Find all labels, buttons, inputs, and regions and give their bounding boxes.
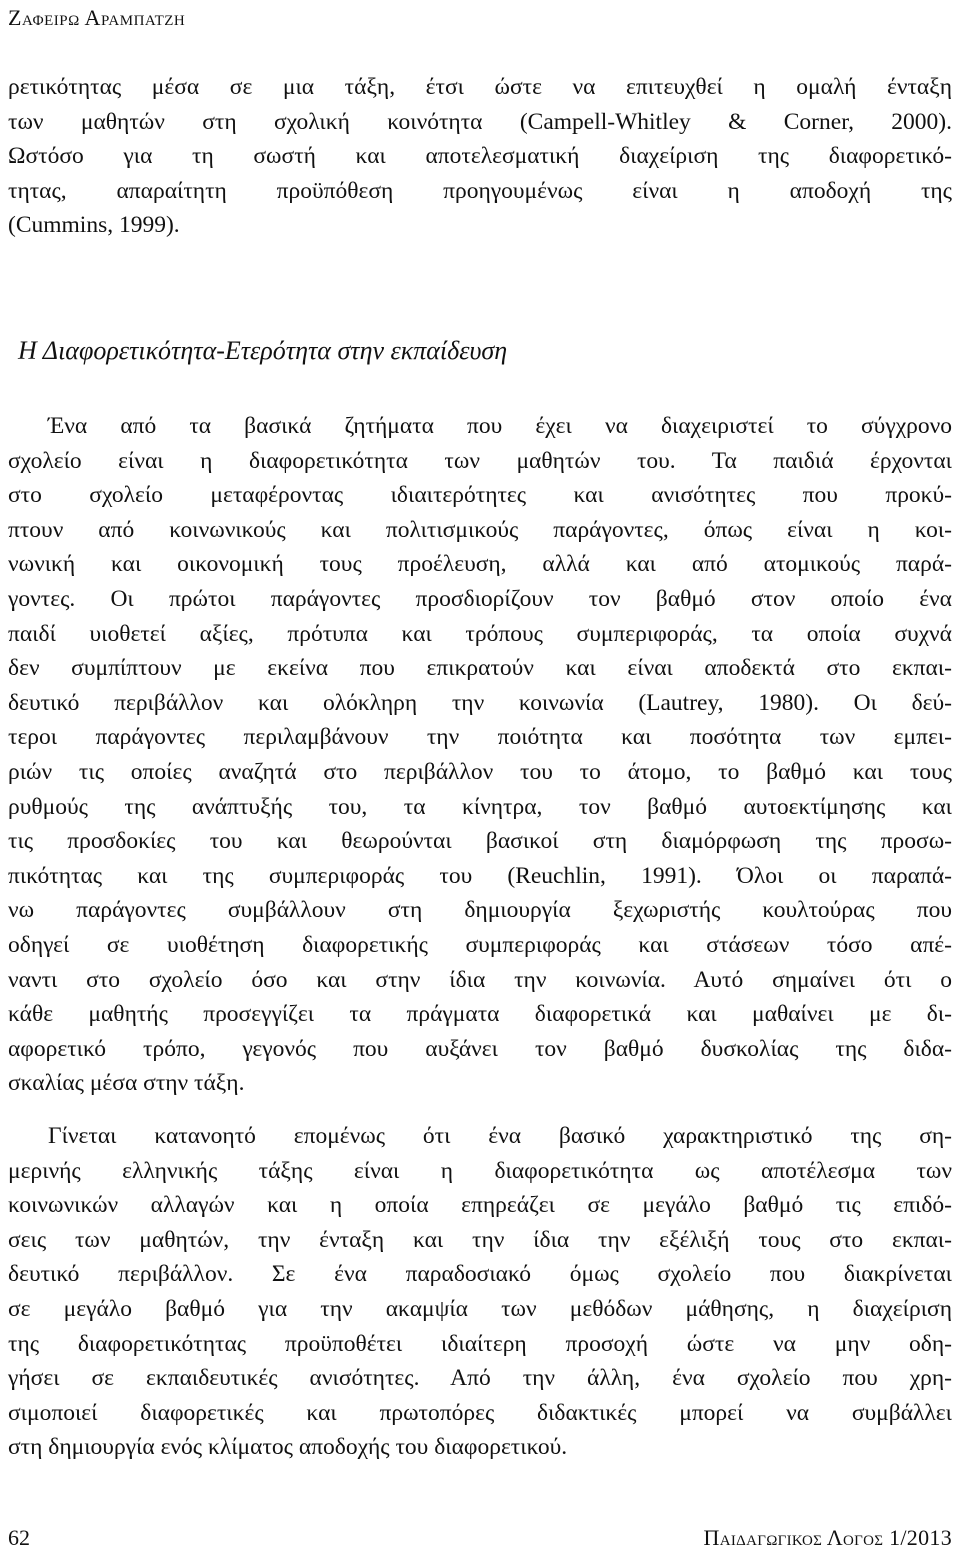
text-line: δευτικό περιβάλλον. Σε ένα παραδοσιακό όμως σχολείο που διακρίνεται [8, 1261, 952, 1288]
text-line: Ένα από τα βασικά ζητήματα που έχει να διαχειριστεί το σύγχρονο [48, 413, 952, 439]
text-line: σεις των μαθητών, την ένταξη και την ίδια την εξέλιξή τους στο εκπαι- [8, 1226, 952, 1253]
text-line: δευτικό περιβάλλον και ολόκληρη την κοινωνία (Lautrey, 1980). Οι δεύ- [8, 689, 952, 716]
text-line: δεν συμπίπτουν με εκείνα που επικρατούν και είναι αποδεκτά στο εκπαι- [8, 655, 952, 682]
text-line: τεροι παράγοντες περιλαμβάνουν την ποιότητα και ποσότητα των εμπει- [8, 724, 952, 751]
text-line: Ωστόσο για τη σωστή και αποτελεσματική διαχείριση της διαφορετικό- [8, 143, 952, 170]
text-line: (Cummins, 1999). [8, 212, 180, 239]
text-line: νωνική και οικονομική τους προέλευση, αλλά και από ατομικούς παρά- [8, 551, 952, 578]
text-line: γοντες. Οι πρώτοι παράγοντες προσδιορίζουν τον βαθμό στον οποίο ένα [8, 585, 952, 612]
text-line: τητας, απαραίτητη προϋπόθεση προηγουμένως είναι η αποδοχή της [8, 177, 952, 204]
section-heading: Η Διαφορετικότητα-Ετερότητα στην εκπαίδευση [18, 336, 508, 365]
text-line: κάθε μαθητής προσεγγίζει τα πράγματα διαφορετικά και μαθαίνει με δι- [8, 1001, 952, 1028]
text-line: στη δημιουργία ενός κλίματος αποδοχής του διαφορετικού. [8, 1434, 568, 1461]
text-line: κοινωνικών αλλαγών και η οποία επηρεάζει σε μεγάλο βαθμό τις επιδό- [8, 1192, 952, 1219]
text-line: σκαλίας μέσα στην τάξη. [8, 1070, 245, 1097]
paragraph-diversity [8, 409, 952, 1101]
text-line: ναντι στο σχολείο όσο και στην ίδια την κοινωνία. Αυτό σημαίνει ότι ο [8, 966, 952, 993]
text-line: νω παράγοντες συμβάλλουν στη δημιουργία ξεχωριστής κουλτούρας που [8, 897, 952, 924]
text-line: γήσει σε εκπαιδευτικές ανισότητες. Από την άλλη, ένα σχολείο που χρη- [8, 1365, 952, 1392]
text-line: σιμοποιεί διαφορετικές και πρωτοπόρες διδακτικές μπορεί να συμβάλλει [8, 1399, 952, 1426]
text-line: ρυθμούς της ανάπτυξής του, τα κίνητρα, τον βαθμό αυτοεκτίμησης και [8, 793, 952, 820]
text-line: πικότητας και της συμπεριφοράς του (Reuchlin, 1991). Όλοι οι παραπά- [8, 862, 952, 889]
text-line: οδηγεί σε υιοθέτηση διαφορετικής συμπεριφοράς και στάσεων τόσο απέ- [8, 931, 952, 958]
text-line: παιδί υιοθετεί αξίες, πρότυπα και τρόπους συμπεριφοράς, τα οποία συχνά [8, 620, 952, 647]
page-number: 62 [8, 1525, 30, 1550]
paragraph-continued [8, 70, 952, 243]
text-line: των μαθητών στη σχολική κοινότητα (Campell-Whitley & Corner, 2000). [8, 108, 952, 135]
text-line: Γίνεται κατανοητό επομένως ότι ένα βασικό χαρακτηριστικό της ση- [48, 1123, 952, 1149]
text-line: μερινής ελληνικής τάξης είναι η διαφορετικότητα ως αποτέλεσμα των [8, 1157, 952, 1184]
running-head-author: Ζαφειρω Αραμπατζη [8, 5, 186, 30]
text-line: σε μεγάλο βαθμό για την ακαμψία των μεθόδων μάθησης, η διαχείριση [8, 1295, 952, 1322]
text-line: αφορετικό τρόπο, γεγονός που αυξάνει τον βαθμό δυσκολίας της διδα- [8, 1035, 952, 1062]
text-line: σχολείο είναι η διαφορετικότητα των μαθητών του. Τα παιδιά έρχονται [8, 447, 952, 474]
text-line: τις προσδοκίες του και θεωρούνται βασικοί στη διαμόρφωση της προσω- [8, 828, 952, 855]
text-line: στο σχολείο μεταφέροντας ιδιαιτερότητες και ανισότητες που προκύ- [8, 482, 952, 509]
text-line: της διαφορετικότητας προϋποθέτει ιδιαίτερη προσοχή ώστε να μην οδη- [8, 1330, 952, 1357]
paragraph-greek-classroom [8, 1119, 952, 1465]
text-line: ρετικότητας μέσα σε μια τάξη, έτσι ώστε να επιτευχθεί η ομαλή ένταξη [8, 74, 952, 100]
text-line: ριών τις οποίες αναζητά στο περιβάλλον του το άτομο, το βαθμό και τους [8, 758, 952, 785]
journal-name: Παιδαγωγικος Λογος 1/2013 [703, 1525, 952, 1550]
text-line: πτουν από κοινωνικούς και πολιτισμικούς παράγοντες, όπως είναι η κοι- [8, 516, 952, 543]
